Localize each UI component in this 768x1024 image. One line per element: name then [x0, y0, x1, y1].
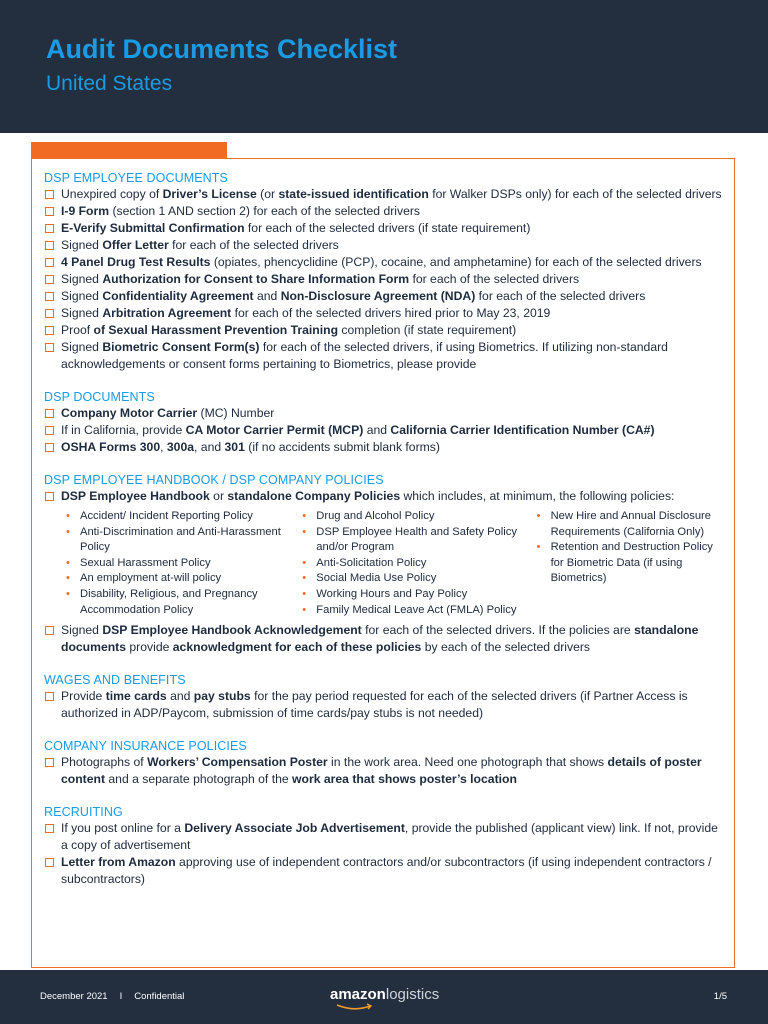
policy-column-3 [535, 509, 724, 618]
section-title: DSP EMPLOYEE DOCUMENTS [44, 171, 228, 185]
checkbox-icon[interactable] [45, 426, 54, 435]
bold-text: Driver’s License [162, 187, 257, 201]
text-run: for each of the selected drivers hired prior to May 23, 2019 [231, 306, 551, 320]
checkbox-icon[interactable] [45, 292, 54, 301]
bold-text: E-Verify Submittal Confirmation [61, 221, 245, 235]
bullet-icon: • [66, 572, 70, 585]
text-run: Signed [61, 238, 103, 252]
bold-text: 300a [166, 440, 195, 454]
section-dsp-documents [44, 389, 724, 456]
section-title: RECRUITING [44, 805, 123, 820]
bold-text: Non-Disclosure Agreement (NDA) [280, 289, 476, 303]
policy-item [300, 525, 534, 556]
policy-item [300, 556, 534, 572]
text-run: provide [126, 640, 173, 655]
bold-text: standalone Company Policies [227, 489, 401, 503]
text-run: approving use of independent contractors and/or subcontractors (if using independent contractors / subcontractors) [61, 855, 712, 887]
section-title: DSP DOCUMENTS [44, 390, 155, 404]
text-run: for each of the selected drivers [168, 238, 339, 252]
policy-label: Anti-Solicitation Policy [316, 556, 427, 569]
text-run: for the pay period requested for each of the selected drivers (if Partner Access is authorized in ADP/Paycom, submission of time cards/pay stubs is not needed) [61, 689, 688, 721]
bold-text: DSP Employee Handbook [61, 489, 210, 503]
policy-column-2 [300, 509, 534, 618]
bold-text: Workers’ Compensation Poster [147, 755, 328, 770]
checkbox-icon[interactable] [45, 224, 54, 233]
checkbox-icon[interactable] [45, 858, 54, 867]
text-run: (or [256, 187, 279, 201]
footer-confidential: Confidential [134, 991, 185, 1002]
checkbox-icon[interactable] [45, 492, 54, 501]
checkbox-icon[interactable] [45, 409, 54, 418]
bold-text: Company Motor Carrier [61, 406, 198, 420]
bullet-icon: • [66, 525, 70, 538]
bold-text: Letter from Amazon [61, 855, 176, 870]
policy-item [64, 509, 300, 525]
policy-label: Family Medical Leave Act (FMLA) Policy [316, 603, 517, 616]
text-run: Signed [61, 289, 103, 303]
checkbox-icon[interactable] [45, 275, 54, 284]
checkbox-icon[interactable] [45, 824, 54, 833]
bullet-icon: • [302, 510, 307, 522]
text-run: in the work area. Need one photograph that shows [327, 755, 608, 770]
text-run: , provide the published (applicant view) link. If not, provide a copy of advertisement [61, 821, 718, 853]
bullet-icon: • [302, 525, 307, 538]
orange-accent-tab [31, 142, 227, 159]
checkbox-icon[interactable] [45, 258, 54, 267]
bold-text: California Carrier Identification Number (CA#) [390, 423, 655, 437]
checklist-item [44, 322, 724, 339]
checklist-item [44, 271, 724, 288]
bold-text: OSHA Forms 300 [61, 440, 161, 454]
bold-text: DSP Employee Handbook Acknowledgement [102, 623, 362, 638]
checklist [44, 820, 724, 888]
policy-label: Retention and Destruction Policy for Biometric Data (if using Biometrics) [550, 541, 713, 585]
text-run: completion (if state requirement) [338, 323, 517, 337]
checklist-item [44, 622, 724, 656]
checkbox-icon[interactable] [45, 443, 54, 452]
checklist-item [44, 820, 724, 854]
text-run: Signed [61, 340, 103, 354]
footer-separator: I [119, 991, 123, 1002]
checkbox-icon[interactable] [45, 241, 54, 250]
bold-text: state-issued identification [278, 187, 429, 201]
checklist-item [44, 305, 724, 322]
footer-date: December 2021 [40, 991, 108, 1002]
checklist [44, 688, 724, 722]
checklist-item [44, 339, 724, 373]
bold-text: pay stubs [193, 689, 251, 704]
checklist-item [44, 405, 724, 422]
policy-label: DSP Employee Health and Safety Policy and/or Program [316, 525, 517, 554]
policy-label: An employment at-will policy [80, 572, 222, 585]
bold-text: time cards [105, 689, 167, 704]
policy-column-1 [64, 509, 300, 618]
section-handbook-policies [44, 472, 724, 656]
section-employee-documents [44, 170, 724, 373]
page-footer [0, 970, 768, 1024]
policy-label: Sexual Harassment Policy [80, 556, 211, 569]
text-run: If in California, provide [61, 423, 186, 437]
page-number: 1/5 [713, 991, 727, 1002]
policy-item [64, 556, 300, 572]
section-title: COMPANY INSURANCE POLICIES [44, 739, 247, 754]
bullet-icon: • [302, 587, 307, 600]
text-run: by each of the selected drivers [421, 640, 591, 655]
policy-item [300, 571, 534, 587]
bullet-icon: • [536, 541, 541, 554]
section-wages-benefits [44, 672, 724, 722]
footer-meta [40, 991, 184, 1002]
policy-item [64, 587, 300, 618]
text-run: and [363, 423, 391, 437]
text-run: (opiates, phencyclidine (PCP), cocaine, and amphetamine) for each of the selected drivers [210, 255, 702, 269]
page-title: Audit Documents Checklist [46, 34, 398, 64]
policy-columns [64, 509, 724, 618]
bullet-icon: • [66, 587, 70, 600]
policy-label: Disability, Religious, and Pregnancy Accommodation Policy [80, 587, 258, 616]
checklist-item [44, 688, 724, 722]
text-run: for each of the selected drivers [475, 289, 646, 303]
smile-arrow-icon [336, 1003, 376, 1011]
checklist-content [44, 170, 724, 904]
page-header [0, 0, 768, 133]
checklist [44, 488, 724, 505]
bold-text: Biometric Consent Form(s) [102, 340, 260, 354]
bold-text: acknowledgment for each of these policies [172, 640, 422, 655]
text-run: , [160, 440, 167, 454]
checklist [44, 622, 724, 656]
checkbox-icon[interactable] [45, 207, 54, 216]
policy-label: Working Hours and Pay Policy [316, 587, 468, 600]
text-run: (section 1 AND section 2) for each of the selected drivers [109, 204, 421, 218]
page-subtitle: United States [46, 72, 173, 95]
text-run: Signed [61, 306, 103, 320]
logo-logistics-text: logistics [385, 986, 440, 1003]
bold-text: Delivery Associate Job Advertisement [184, 821, 405, 836]
text-run: If you post online for a [61, 821, 185, 836]
bold-text: Arbitration Agreement [102, 306, 232, 320]
checklist-item [44, 488, 724, 505]
checkbox-icon[interactable] [45, 309, 54, 318]
text-run: Signed [61, 272, 103, 286]
section-recruiting [44, 804, 724, 888]
policy-label: Drug and Alcohol Policy [316, 510, 435, 522]
bullet-icon: • [536, 510, 541, 522]
text-run: Signed [61, 623, 103, 638]
policy-label: Social Media Use Policy [316, 572, 437, 585]
bold-text: I-9 Form [61, 204, 110, 218]
policy-label: New Hire and Annual Disclosure Requirements (California Only) [550, 510, 712, 538]
bold-text: details of poster content [61, 755, 702, 787]
bullet-icon: • [302, 572, 307, 585]
checklist-item [44, 203, 724, 220]
text-run: or [209, 489, 228, 503]
text-run: for each of the selected drivers. If the policies are [361, 623, 635, 638]
checklist-item [44, 754, 724, 788]
text-run: for Walker DSPs only) for each of the selected drivers [428, 187, 722, 201]
checklist [44, 405, 724, 456]
bullet-icon: • [302, 556, 307, 569]
amazon-logistics-logo [330, 986, 440, 1016]
text-run: Proof [61, 323, 94, 337]
policy-item [64, 525, 300, 556]
checklist-item [44, 854, 724, 888]
checklist-item [44, 237, 724, 254]
bold-text: 301 [224, 440, 245, 454]
checklist-item [44, 220, 724, 237]
text-run: , and [194, 440, 225, 454]
checklist-item [44, 254, 724, 271]
checklist [44, 754, 724, 788]
checkbox-icon[interactable] [45, 326, 54, 335]
section-insurance-policies [44, 738, 724, 788]
bold-text: of Sexual Harassment Prevention Training [93, 323, 339, 337]
checkbox-icon[interactable] [45, 758, 54, 767]
text-run: and [166, 689, 194, 704]
text-run: for each of the selected drivers (if state requirement) [244, 221, 531, 235]
text-run: Unexpired copy of [61, 187, 163, 201]
text-run: Photographs of [61, 755, 148, 770]
policy-label: Accident/ Incident Reporting Policy [80, 510, 253, 522]
text-run: (if no accidents submit blank forms) [244, 440, 440, 454]
bold-text: Authorization for Consent to Share Information Form [102, 272, 410, 286]
policy-item [300, 587, 534, 603]
bold-text: work area that shows poster’s location [292, 772, 517, 787]
text-run: which includes, at minimum, the following policies: [400, 489, 675, 503]
text-run: (MC) Number [197, 406, 275, 420]
checkbox-icon[interactable] [45, 626, 54, 635]
bullet-icon: • [66, 556, 70, 569]
policy-item [300, 603, 534, 619]
section-title: DSP EMPLOYEE HANDBOOK / DSP COMPANY POLICIES [44, 473, 384, 487]
bold-text: standalone documents [61, 623, 699, 655]
text-run: for each of the selected drivers [409, 272, 580, 286]
text-run: and a separate photograph of the [105, 772, 293, 787]
checkbox-icon[interactable] [45, 692, 54, 701]
policy-label: Anti-Discrimination and Anti-Harassment Policy [80, 525, 281, 554]
policy-item [535, 540, 724, 587]
text-run: for each of the selected drivers, if using Biometrics. If utilizing non-standard acknowledgements or consent forms pertaining to Biometrics, please provide [61, 340, 668, 371]
policy-item [64, 571, 300, 587]
bold-text: Confidentiality Agreement [102, 289, 254, 303]
bullet-icon: • [302, 603, 307, 616]
checkbox-icon[interactable] [45, 343, 54, 352]
bold-text: 4 Panel Drug Test Results [61, 255, 211, 269]
bullet-icon: • [66, 510, 70, 522]
checklist-item [44, 288, 724, 305]
text-run: Provide [61, 689, 106, 704]
bold-text: CA Motor Carrier Permit (MCP) [185, 423, 364, 437]
policy-item [300, 509, 534, 525]
bold-text: Offer Letter [102, 238, 169, 252]
text-run: and [253, 289, 281, 303]
policy-item [535, 509, 724, 540]
checklist-item [44, 186, 724, 203]
section-title: WAGES AND BENEFITS [44, 673, 186, 688]
checklist-item [44, 422, 724, 439]
checkbox-icon[interactable] [45, 190, 54, 199]
checklist [44, 186, 724, 373]
logo-amazon-text: amazon [330, 986, 386, 1003]
checklist-item [44, 439, 724, 456]
